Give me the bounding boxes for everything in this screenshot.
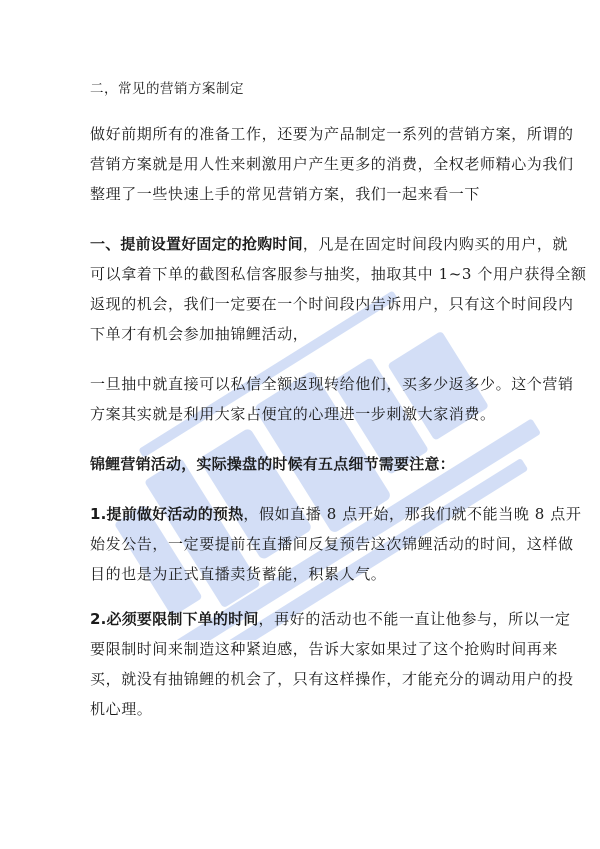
section1-line: 下单才有机会参加抽锦鲤活动， [90, 325, 309, 343]
point2-line: 要限制时间来制造这种紧迫感，告诉大家如果过了这个抢购时间再来 [90, 640, 559, 658]
point2-line: 买，就没有抽锦鲤的机会了，只有这样操作，才能充分的调动用户的投 [90, 670, 574, 688]
intro-line: 营销方案就是用人性来刺激用户产生更多的消费，全权老师精心为我们 [90, 155, 574, 173]
point2-first-line-rest: ，再好的活动也不能一直让他参与，所以一定 [258, 610, 571, 628]
intro-line: 做好前期所有的准备工作，还要为产品制定一系列的营销方案，所谓的 [90, 125, 574, 143]
point1-line: 始发公告，一定要提前在直播间反复预告这次锦鲤活动的时间，这样做 [90, 535, 574, 553]
refund-paragraph [90, 369, 574, 429]
point1-bold-lead: 1.提前做好活动的预热 [90, 505, 244, 523]
section1-first-line-rest: ，凡是在固定时间段内购买的用户，就 [302, 235, 569, 253]
point2-first-line [90, 604, 571, 634]
point1-first-line [90, 499, 582, 529]
point1-line: 目的也是为正式直播卖货蓄能，积累人气。 [90, 565, 387, 583]
section1-line: 返现的机会，我们一定要在一个时间段内告诉用户，只有这个时间段内 [90, 295, 574, 313]
point2-line: 机心理。 [90, 700, 153, 718]
point2-bold-lead: 2.必须要限制下单的时间 [90, 610, 259, 628]
koi-heading [90, 449, 520, 479]
koi-heading-text: 锦鲤营销活动，实际操盘的时候有五点细节需要注意： [90, 455, 455, 473]
point2-paragraph [90, 604, 574, 724]
intro-line: 整理了一些快速上手的常见营销方案，我们一起来看一下 [90, 185, 481, 203]
point1-paragraph [90, 499, 582, 589]
section1-bold-lead: 一、提前设置好固定的抢购时间 [90, 235, 303, 253]
point1-first-line-rest: ，假如直播 8 点开始，那我们就不能当晚 8 点开 [243, 505, 582, 523]
intro-paragraph [90, 119, 574, 209]
refund-line: 方案其实就是利用大家占便宜的心理进一步刺激大家消费。 [90, 405, 496, 423]
section1-paragraph [90, 229, 587, 349]
section-heading: 二，常见的营销方案制定 [90, 81, 244, 97]
refund-line: 一旦抽中就直接可以私信全额返现转给他们，买多少返多少。这个营销 [90, 375, 574, 393]
section1-line: 可以拿着下单的截图私信客服参与抽奖，抽取其中 1~3 个用户获得全额 [90, 265, 587, 283]
section1-first-line [90, 229, 569, 259]
